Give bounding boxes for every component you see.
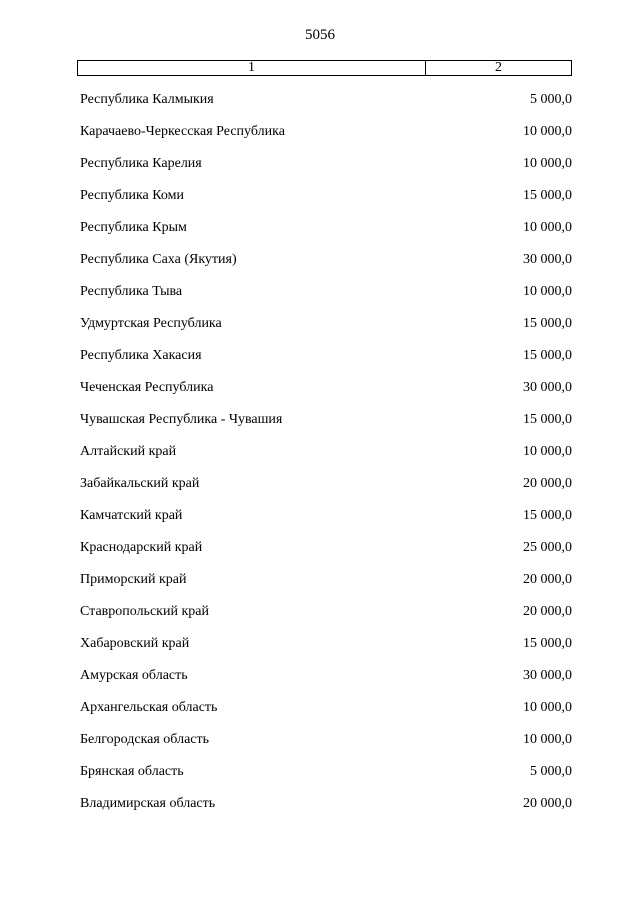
region-name: Республика Калмыкия [80, 92, 214, 107]
amount-value: 20 000,0 [523, 604, 572, 619]
amount-value: 15 000,0 [523, 316, 572, 331]
region-name: Камчатский край [80, 508, 183, 523]
table-row [80, 756, 572, 788]
region-name: Республика Саха (Якутия) [80, 252, 237, 267]
amount-value: 20 000,0 [523, 476, 572, 491]
page-number: 5056 [305, 27, 335, 43]
region-name: Чувашская Республика - Чувашия [80, 412, 283, 427]
region-name: Республика Карелия [80, 156, 202, 171]
region-name: Приморский край [80, 572, 187, 587]
amount-value: 5 000,0 [530, 92, 572, 107]
region-name: Брянская область [80, 764, 184, 779]
amount-value: 30 000,0 [523, 252, 572, 267]
amount-value: 5 000,0 [530, 764, 572, 779]
table-row [80, 788, 572, 820]
table-row [80, 148, 572, 180]
amount-value: 15 000,0 [523, 508, 572, 523]
amount-value: 10 000,0 [523, 700, 572, 715]
table-header [77, 60, 572, 76]
table-row [80, 116, 572, 148]
amount-value: 15 000,0 [523, 188, 572, 203]
amount-value: 15 000,0 [523, 636, 572, 651]
table-row [80, 660, 572, 692]
table-row [80, 212, 572, 244]
table-row [80, 692, 572, 724]
table-body [80, 84, 572, 820]
table-row [80, 180, 572, 212]
table-header-col-1: 1 [78, 61, 426, 75]
amount-value: 10 000,0 [523, 220, 572, 235]
amount-value: 15 000,0 [523, 412, 572, 427]
amount-value: 10 000,0 [523, 156, 572, 171]
amount-value: 15 000,0 [523, 348, 572, 363]
amount-value: 20 000,0 [523, 796, 572, 811]
table-row [80, 468, 572, 500]
region-name: Республика Тыва [80, 284, 183, 299]
region-name: Республика Хакасия [80, 348, 202, 363]
table-row [80, 564, 572, 596]
region-name: Ставропольский край [80, 604, 209, 619]
table-row [80, 404, 572, 436]
amount-value: 10 000,0 [523, 444, 572, 459]
region-name: Республика Крым [80, 220, 187, 235]
table-header-col-2: 2 [495, 60, 502, 75]
region-name: Владимирская область [80, 796, 216, 811]
table-row [80, 372, 572, 404]
amount-value: 25 000,0 [523, 540, 572, 555]
region-name: Белгородская область [80, 732, 210, 747]
amount-value: 10 000,0 [523, 732, 572, 747]
region-name: Краснодарский край [80, 540, 203, 555]
region-name: Амурская область [80, 668, 188, 683]
table-row [80, 340, 572, 372]
table-row [80, 84, 572, 116]
amount-value: 30 000,0 [523, 380, 572, 395]
table-row [80, 276, 572, 308]
table-row [80, 596, 572, 628]
amount-value: 10 000,0 [523, 284, 572, 299]
table-row [80, 308, 572, 340]
table-row [80, 532, 572, 564]
amount-value: 10 000,0 [523, 124, 572, 139]
region-name: Забайкальский край [80, 476, 200, 491]
amount-value: 30 000,0 [523, 668, 572, 683]
region-name: Республика Коми [80, 188, 184, 203]
region-name: Архангельская область [80, 700, 218, 715]
amount-value: 20 000,0 [523, 572, 572, 587]
region-name: Удмуртская Республика [80, 316, 222, 331]
table-row [80, 724, 572, 756]
table-row [80, 436, 572, 468]
region-name: Карачаево-Черкесская Республика [80, 124, 285, 139]
table-row [80, 628, 572, 660]
table-row [80, 244, 572, 276]
table-row [80, 500, 572, 532]
region-name: Алтайский край [80, 444, 177, 459]
region-name: Чеченская Республика [80, 380, 214, 395]
region-name: Хабаровский край [80, 636, 190, 651]
